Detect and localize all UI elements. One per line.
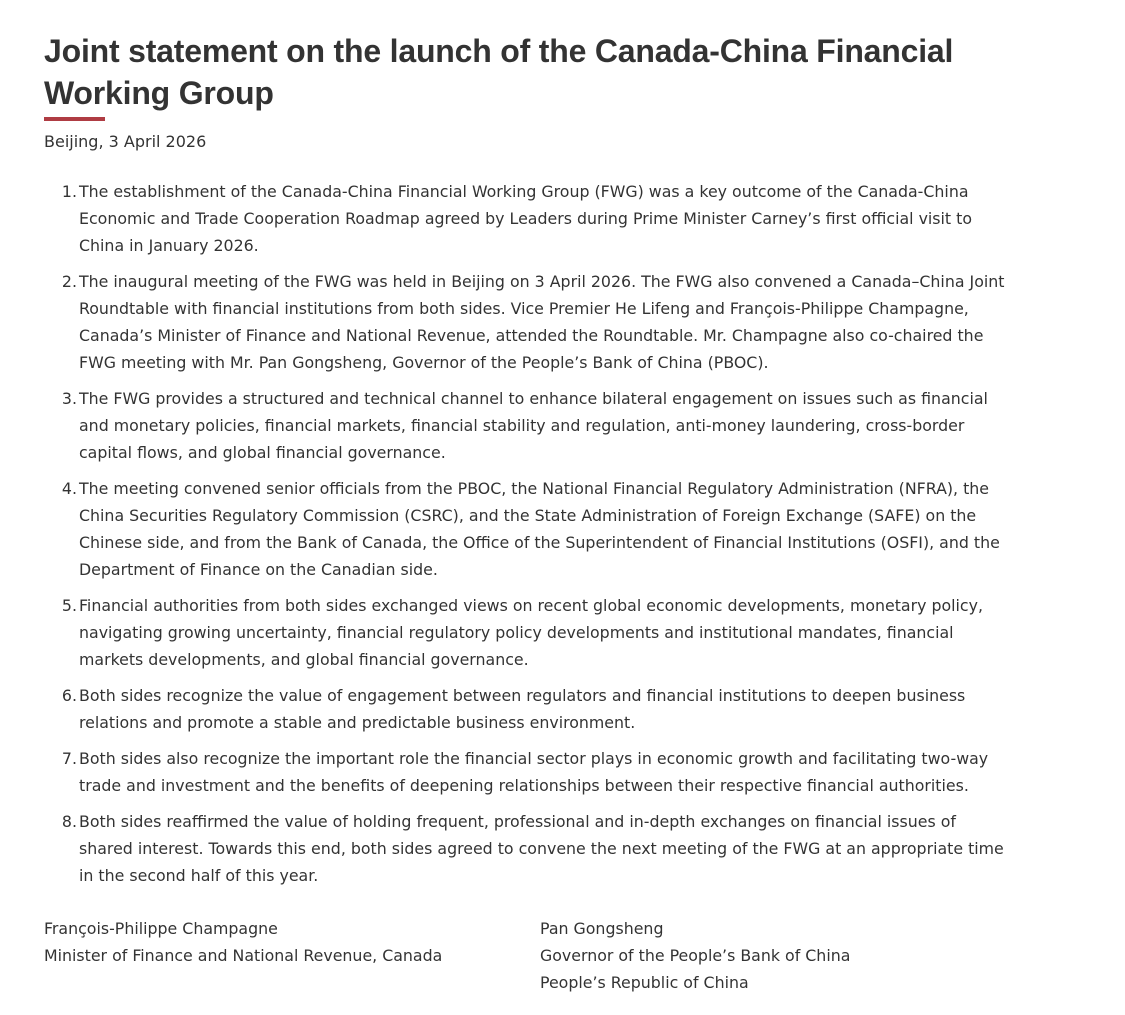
signatory-china <box>540 915 850 996</box>
list-item <box>61 808 1009 889</box>
signatory-name: Pan Gongsheng <box>540 919 664 938</box>
list-item-text: Both sides also recognize the important role the financial sector plays in economic growth and facilitating two-way trade and investment and the benefits of deepening relationships between their respective financial authorities. <box>79 749 989 795</box>
list-item <box>61 178 1009 259</box>
list-item-number: 6. <box>61 686 77 705</box>
signatory-canada <box>44 915 442 969</box>
list-item-text: Both sides recognize the value of engagement between regulators and financial institutions to deepen business relations and promote a stable and predictable business environment. <box>79 686 966 732</box>
list-item-number: 8. <box>61 812 77 831</box>
signatory-organization: People’s Republic of China <box>540 973 749 992</box>
list-item-number: 1. <box>61 182 77 201</box>
list-item-text: The establishment of the Canada-China Financial Working Group (FWG) was a key outcome of the Canada-China Economic and Trade Cooperation Roadmap agreed by Leaders during Prime Minister Carney’s first official visit to China in January 2026. <box>79 182 972 255</box>
dateline: Beijing, 3 April 2026 <box>44 132 207 151</box>
list-item <box>61 475 1009 583</box>
list-item-number: 5. <box>61 596 77 615</box>
list-item-number: 4. <box>61 479 77 498</box>
list-item-number: 7. <box>61 749 77 768</box>
list-item-text: The FWG provides a structured and technical channel to enhance bilateral engagement on issues such as financial and monetary policies, financial markets, financial stability and regulation, anti-money laundering, cross-border capital flows, and global financial governance. <box>79 389 988 462</box>
list-item-number: 2. <box>61 272 77 291</box>
signatory-title: Minister of Finance and National Revenue, Canada <box>44 946 443 965</box>
signatory-title: Governor of the People’s Bank of China <box>540 946 851 965</box>
list-item-text: Financial authorities from both sides exchanged views on recent global economic developments, monetary policy, navigating growing uncertainty, financial regulatory policy developments and institutional mandates, financial markets developments, and global financial governance. <box>79 596 983 669</box>
list-item-number: 3. <box>61 389 77 408</box>
list-item <box>61 745 1009 799</box>
list-item <box>61 592 1009 673</box>
signature-block <box>44 915 1044 1005</box>
list-item-text: Both sides reaffirmed the value of holding frequent, professional and in-depth exchanges on financial issues of shared interest. Towards this end, both sides agreed to convene the next meeting of the FWG at an appropriate time in the second half of this year. <box>79 812 1004 885</box>
list-item <box>61 385 1009 466</box>
page-title: Joint statement on the launch of the Canada-China Financial Working Group <box>44 33 954 111</box>
list-item <box>61 682 1009 736</box>
signatory-name: François-Philippe Champagne <box>44 919 278 938</box>
list-item <box>61 268 1009 376</box>
list-item-text: The inaugural meeting of the FWG was held in Beijing on 3 April 2026. The FWG also convened a Canada–China Joint Roundtable with financial institutions from both sides. Vice Premier He Lifeng and François-Philippe Champagne, Canada’s Minister of Finance and National Revenue, attended the Roundtable. Mr. Champagne also co-chaired the FWG meeting with Mr. Pan Gongsheng, Governor of the People’s Bank of China (PBOC). <box>79 272 1005 372</box>
statement-list <box>44 178 1009 889</box>
title-underline-accent <box>44 117 105 121</box>
list-item-text: The meeting convened senior officials from the PBOC, the National Financial Regulatory Administration (NFRA), the China Securities Regulatory Commission (CSRC), and the State Administration of Foreign Exchange (SAFE) on the Chinese side, and from the Bank of Canada, the Office of the Superintendent of Financial Institutions (OSFI), and the Department of Finance on the Canadian side. <box>79 479 1000 579</box>
